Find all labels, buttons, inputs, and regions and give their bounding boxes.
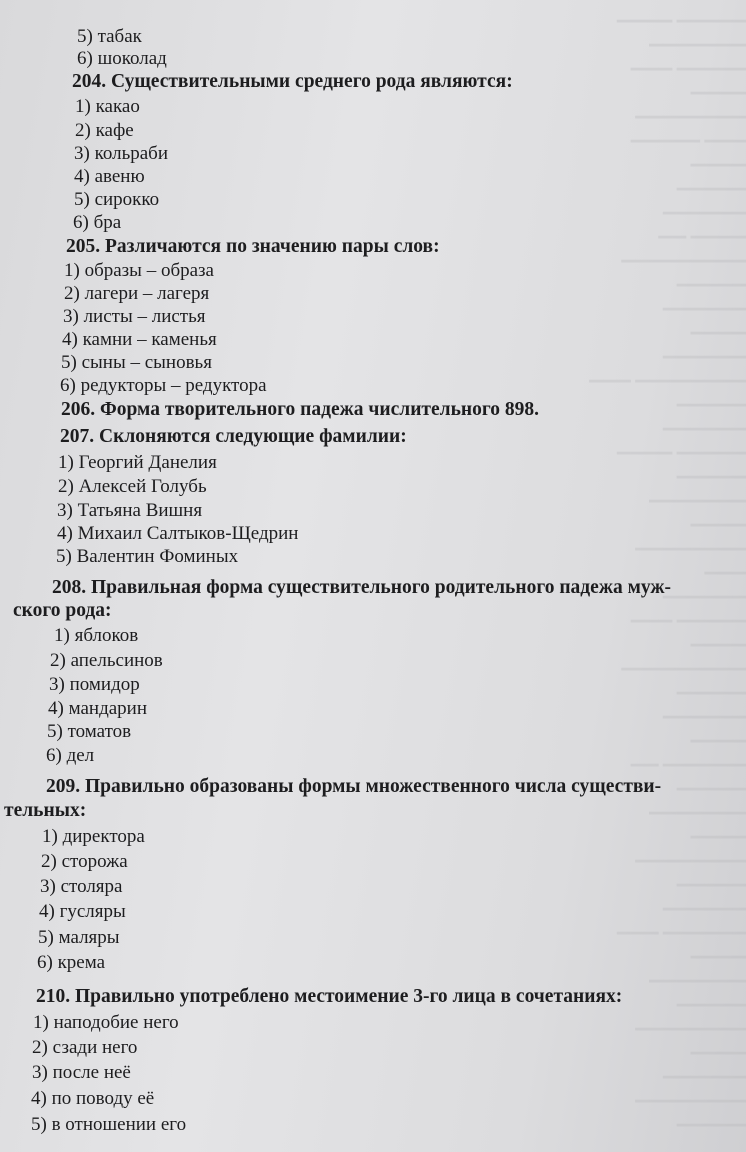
- option-line: 4) по поводу её: [31, 1088, 155, 1109]
- question-207-heading: [60, 426, 407, 448]
- question-208-heading: [52, 577, 671, 599]
- option-line: 3) помидор: [49, 674, 140, 695]
- option-line: 6) крема: [37, 952, 106, 973]
- question-number: 206.: [61, 399, 96, 420]
- option-line: 2) сторожа: [41, 851, 128, 872]
- option-line: 1) какао: [75, 96, 140, 117]
- option-line: 3) листы – листья: [63, 306, 206, 327]
- option-line: 5) табак: [77, 26, 142, 47]
- option-line: 5) сирокко: [74, 189, 160, 210]
- option-line: 5) сыны – сыновья: [61, 352, 212, 373]
- question-text: Существительными среднего рода являются:: [111, 71, 513, 92]
- option-line: 4) камни – каменья: [62, 329, 217, 350]
- question-208-heading-cont: ского рода:: [13, 600, 112, 621]
- option-line: 3) после неё: [32, 1062, 131, 1083]
- option-line: 6) шоколад: [77, 48, 167, 69]
- question-number: 207.: [60, 426, 95, 447]
- option-line: 2) сзади него: [32, 1037, 138, 1058]
- option-line: 5) в отношении его: [31, 1114, 187, 1135]
- option-line: 6) дел: [46, 745, 95, 766]
- option-line: 1) Георгий Данелия: [58, 452, 217, 473]
- option-line: 1) яблоков: [54, 625, 139, 646]
- option-line: 4) гусляры: [39, 901, 126, 922]
- question-number: 205.: [66, 236, 101, 257]
- option-line: 6) редукторы – редуктора: [60, 375, 267, 396]
- option-line: 6) бра: [73, 212, 122, 233]
- question-text: Форма творительного падежа числительного 898.: [100, 399, 540, 420]
- question-text: Склоняются следующие фамилии:: [99, 426, 407, 447]
- option-line: 1) образы – образа: [64, 260, 214, 281]
- question-204-heading: [72, 71, 513, 93]
- option-line: 2) апельсинов: [50, 650, 163, 671]
- option-line: 3) кольраби: [74, 143, 169, 164]
- option-line: 4) мандарин: [48, 698, 148, 719]
- option-line: 4) авеню: [74, 166, 145, 187]
- question-205-heading: [66, 236, 440, 258]
- question-text: Правильная форма существительного родительного падежа муж-: [91, 577, 672, 598]
- option-line: 1) директора: [42, 826, 145, 847]
- question-209-heading: [46, 776, 661, 798]
- question-209-heading-cont: тельных:: [4, 800, 87, 821]
- option-line: 2) кафе: [75, 120, 134, 141]
- option-line: 1) наподобие него: [33, 1012, 179, 1033]
- question-number: 209.: [46, 776, 81, 797]
- question-text: Правильно образованы формы множественного числа существи-: [85, 776, 662, 797]
- option-line: 4) Михаил Салтыков-Щедрин: [57, 523, 299, 544]
- question-number: 208.: [52, 577, 87, 598]
- question-number: 204.: [72, 71, 107, 92]
- question-210-heading: [36, 986, 622, 1008]
- option-line: 2) лагери – лагеря: [64, 283, 210, 304]
- bleed-through-text: ▁▁▁▁▁ ▁▁▁▁ ▁▁▁▁▁▁▁ ▁▁▁▁▁ ▁▁▁ ▁▁▁▁ ▁▁▁▁▁▁▁▁ ▁▁▁ ▁▁▁▁▁ ▁▁▁▁ ▁▁▁▁▁ ▁▁▁▁▁▁ ▁▁▁▁ ▁▁ ▁▁▁▁▁▁▁▁▁ ▁▁▁▁▁ ▁▁▁▁▁▁ ▁▁▁▁ ▁▁▁▁▁▁ ▁▁▁▁▁▁▁▁ ▁▁▁ ▁▁▁▁▁ ▁▁▁▁▁▁ ▁▁▁▁▁ ▁▁▁▁ ▁▁▁▁▁ ▁▁▁▁▁▁▁ ▁▁▁▁ ▁▁▁▁▁▁▁▁ ▁▁▁ ▁▁▁▁▁▁ ▁▁▁▁▁ ▁▁▁ ▁▁▁▁ ▁▁▁▁▁▁▁▁▁ ▁▁▁▁▁ ▁▁▁▁▁▁ ▁▁▁▁ ▁▁▁▁▁▁ ▁▁ ▁▁▁▁▁ ▁▁▁▁▁▁▁ ▁▁▁▁ ▁▁▁▁▁▁▁▁ ▁▁▁▁▁ ▁▁▁▁▁▁ ▁▁▁▁▁▁ ▁▁▁ ▁▁▁▁ ▁▁▁▁▁▁▁ ▁▁▁▁▁ ▁▁▁▁▁▁▁▁ ▁▁▁▁ ▁▁▁▁▁▁ ▁▁▁▁▁▁▁▁ ▁▁▁▁▁: [589, 2, 746, 1126]
- option-line: 3) столяра: [40, 876, 123, 897]
- option-line: 2) Алексей Голубь: [58, 476, 207, 497]
- option-line: 5) Валентин Фоминых: [56, 546, 239, 567]
- option-line: 5) томатов: [47, 721, 132, 742]
- question-number: 210.: [36, 986, 71, 1007]
- option-line: 5) маляры: [38, 927, 120, 948]
- question-206-heading: [61, 399, 539, 421]
- question-text: Правильно употреблено местоимение 3-го лица в сочетаниях:: [75, 986, 623, 1007]
- option-line: 3) Татьяна Вишня: [57, 500, 203, 521]
- question-text: Различаются по значению пары слов:: [105, 236, 440, 257]
